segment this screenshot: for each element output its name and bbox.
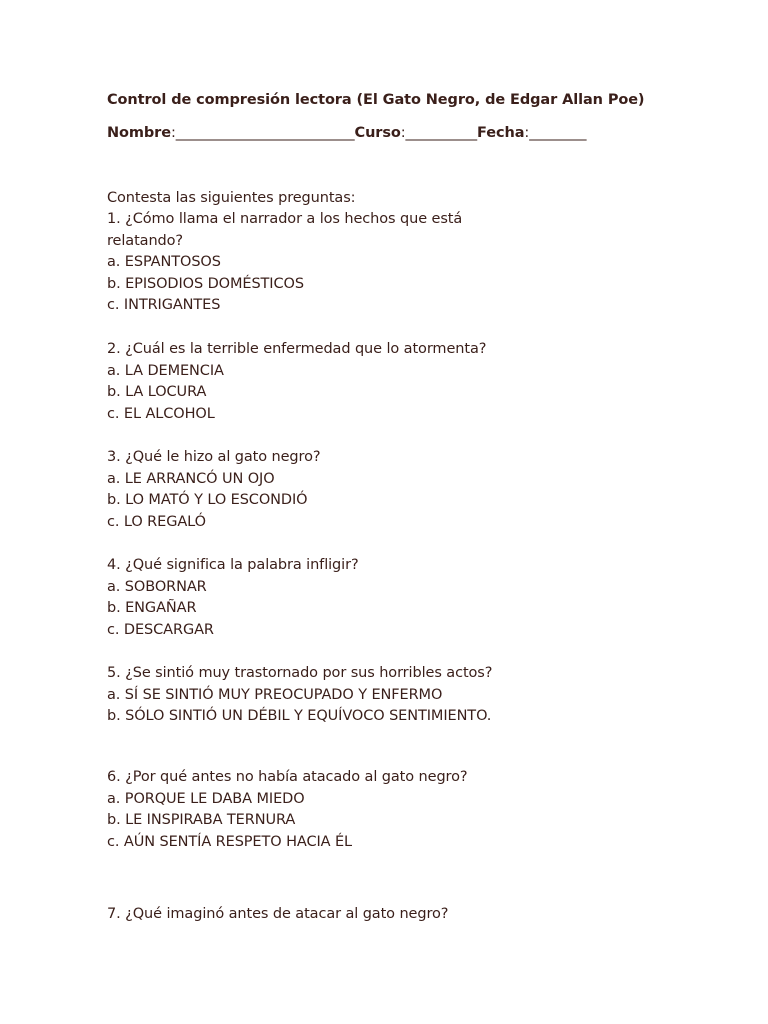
document-title: Control de compresión lectora (El Gato Negro, de Edgar Allan Poe): [107, 92, 645, 108]
answer-option: b. LE INSPIRABA TERNURA: [107, 812, 296, 829]
answer-option: b. LA LOCURA: [107, 384, 207, 401]
question-3: [107, 447, 320, 533]
answer-option: a. SOBORNAR: [107, 578, 207, 595]
question-1: [107, 209, 462, 317]
answer-option: a. ESPANTOSOS: [107, 254, 221, 271]
answer-option: c. DESCARGAR: [107, 621, 214, 638]
answer-option: a. SÍ SE SINTIÓ MUY PREOCUPADO Y ENFERMO: [107, 686, 443, 703]
question-prompt: 1. ¿Cómo llama el narrador a los hechos que está: [107, 211, 463, 227]
question-4: [107, 555, 359, 641]
question-prompt: 5. ¿Se sintió muy trastornado por sus horribles actos?: [107, 665, 493, 681]
question-2: [107, 339, 486, 425]
question-prompt: 6. ¿Por qué antes no había atacado al gato negro?: [107, 769, 468, 785]
fecha-label: Fecha: [477, 125, 525, 141]
student-info-line: [107, 125, 586, 141]
answer-option: b. ENGAÑAR: [107, 600, 197, 617]
answer-option: a. LA DEMENCIA: [107, 362, 224, 379]
answer-option: c. AÚN SENTÍA RESPETO HACIA ÉL: [107, 833, 353, 850]
answer-option: c. LO REGALÓ: [107, 513, 206, 530]
question-prompt: 7. ¿Qué imaginó antes de atacar al gato negro?: [107, 906, 449, 922]
answer-option: b. LO MATÓ Y LO ESCONDIÓ: [107, 492, 308, 509]
question-prompt: 3. ¿Qué le hizo al gato negro?: [107, 449, 321, 465]
answer-option: a. PORQUE LE DABA MIEDO: [107, 790, 305, 807]
answer-option: b. EPISODIOS DOMÉSTICOS: [107, 275, 304, 292]
answer-option: c. INTRIGANTES: [107, 297, 221, 314]
answer-option: c. EL ALCOHOL: [107, 405, 215, 422]
question-prompt: 4. ¿Qué significa la palabra infligir?: [107, 557, 359, 573]
question-prompt-continued: relatando?: [107, 232, 184, 249]
question-5: [107, 663, 492, 728]
answer-option: b. SÓLO SINTIÓ UN DÉBIL Y EQUÍVOCO SENTIMIENTO.: [107, 708, 492, 725]
instructions: Contesta las siguientes preguntas:: [107, 190, 356, 206]
nombre-label: Nombre: [107, 125, 171, 141]
answer-option: a. LE ARRANCÓ UN OJO: [107, 470, 275, 487]
question-6: [107, 767, 467, 853]
curso-label: Curso: [354, 125, 401, 141]
curso-blank: :__________: [400, 125, 478, 141]
question-7: [107, 904, 448, 926]
nombre-blank: :_________________________: [170, 125, 355, 141]
fecha-blank: :________: [524, 125, 587, 141]
question-prompt: 2. ¿Cuál es la terrible enfermedad que lo atormenta?: [107, 341, 487, 357]
